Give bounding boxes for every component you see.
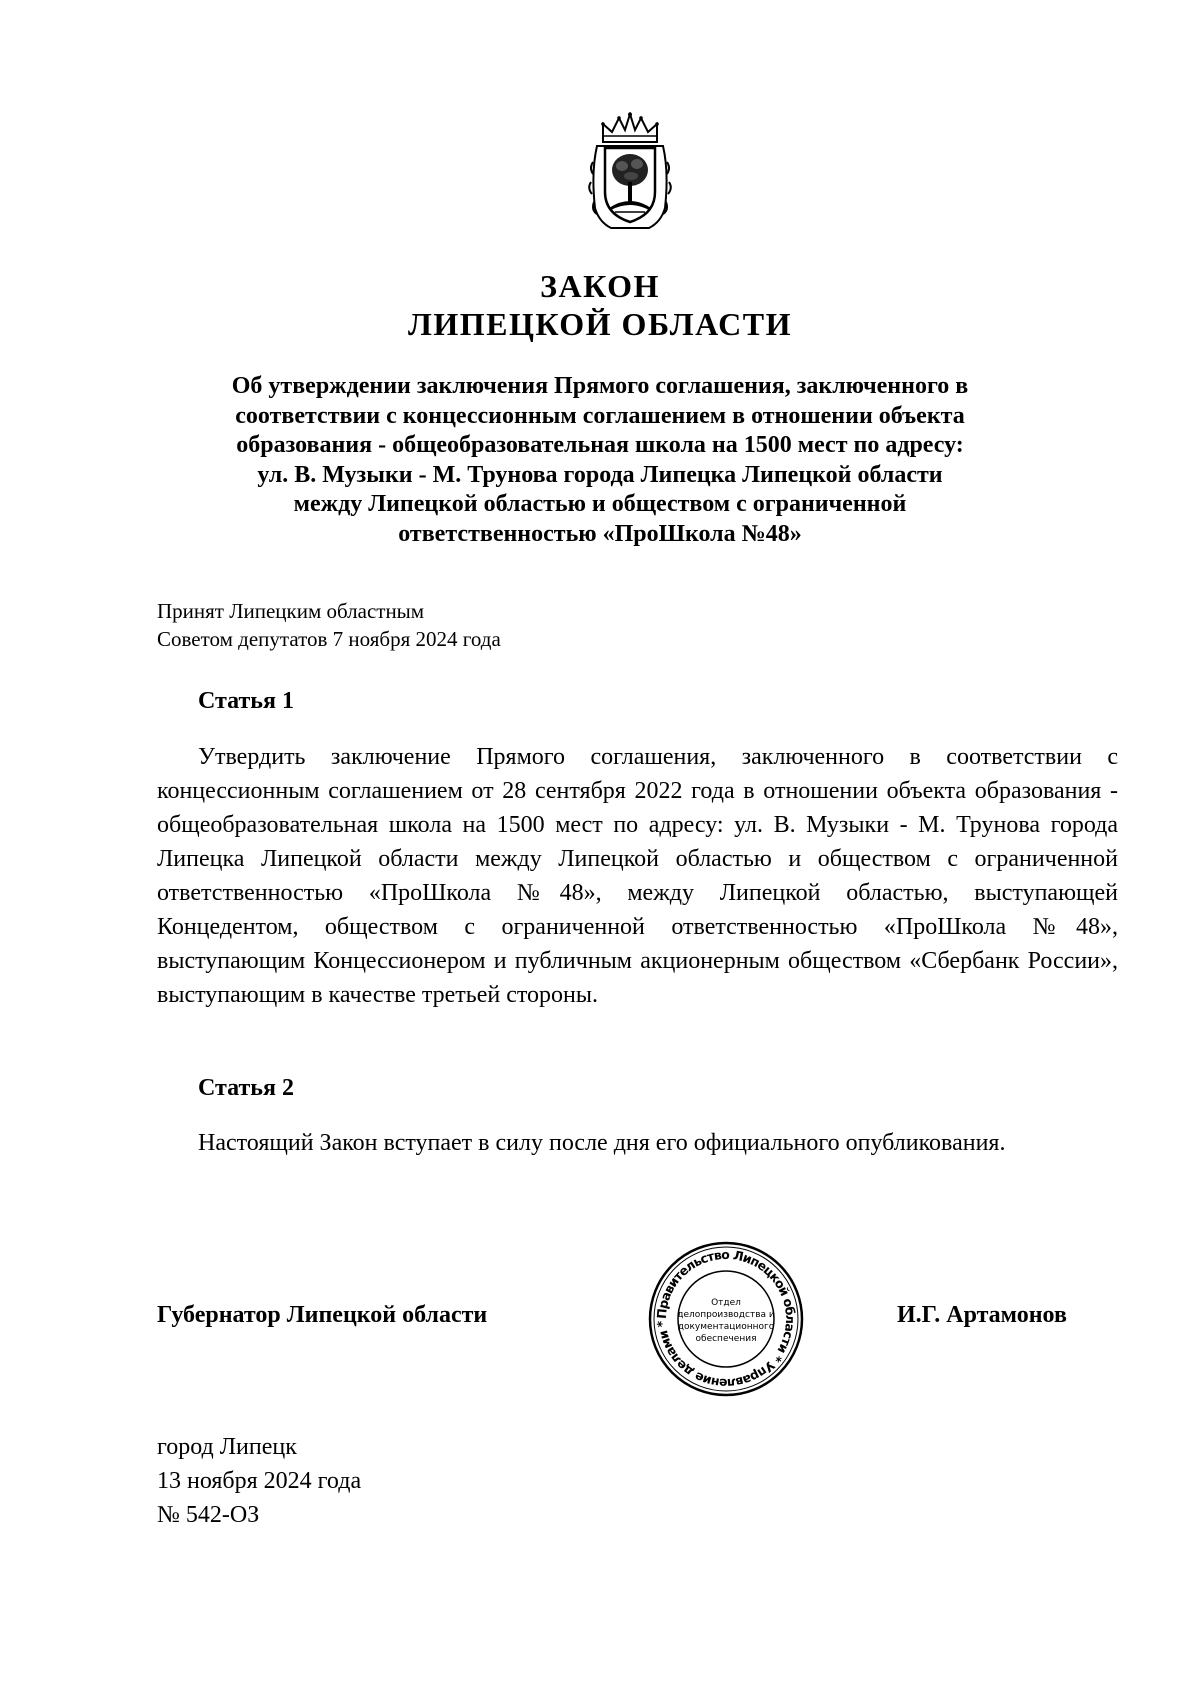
- region-title: ЛИПЕЦКОЙ ОБЛАСТИ: [408, 306, 792, 342]
- document-type-title: ЗАКОН: [540, 268, 660, 304]
- law-subject-line: ответственностью «ПроШкола №48»: [398, 520, 802, 547]
- signing-date: 13 ноября 2024 года: [157, 1468, 362, 1494]
- seal-center-line: Отдел: [711, 1298, 741, 1308]
- signatory-name: И.Г. Артамонов: [897, 1302, 1067, 1328]
- article-2-text: Настоящий Закон вступает в силу после дня его официального опубликования.: [198, 1130, 1006, 1156]
- adoption-note-line: Принят Липецким областным: [157, 599, 425, 623]
- article-2-heading: Статья 2: [198, 1075, 294, 1101]
- document-footer: [157, 1430, 361, 1532]
- law-subject-line: ул. В. Музыки - М. Трунова города Липецка Липецкой области: [257, 461, 943, 488]
- law-subject-line: Об утверждении заключения Прямого соглашения, заключенного в: [231, 373, 969, 399]
- seal-center-line: обеспечения: [695, 1334, 757, 1344]
- law-subject: [0, 372, 1200, 550]
- law-subject-line: между Липецкой областью и обществом с ограниченной: [293, 491, 907, 518]
- seal-center-line: делопроизводства и: [677, 1310, 775, 1320]
- law-subject-line: образования - общеобразовательная школа на 1500 мест по адресу:: [236, 432, 964, 459]
- law-subject-line: соответствии с концессионным соглашением в отношении объекта: [235, 402, 965, 429]
- article-1-heading: Статья 1: [198, 688, 294, 714]
- adoption-note: [157, 597, 501, 653]
- law-number: № 542-ОЗ: [157, 1502, 260, 1528]
- signing-city: город Липецк: [157, 1434, 297, 1460]
- article-1-text: Утвердить заключение Прямого соглашения, заключенного в соответствии с концессионным соглашением от 28 сентября 2022 года в отношении объекта образования - общеобразовательная школа на 1500 мест по адресу: ул. В. Музыки - М. Трунова города Липецка Липецкой области между Липецкой областью и обществом с ограниченной ответственностью «ПроШкола №48», между Липецкой областью, выступающей Концедентом, обществом с ограниченной ответственностью «ПроШкола №48», выступающим Концессионером и публичным акционерным обществом «Сбербанк России», выступающим в качестве третьей стороны.: [157, 744, 1118, 1008]
- seal-ring-text: Правительство Липецкой области * Управление делами *: [653, 1246, 799, 1392]
- signatory-position: Губернатор Липецкой области: [157, 1302, 488, 1328]
- coat-of-arms-icon: [587, 112, 673, 234]
- adoption-note-line: Советом депутатов 7 ноября 2024 года: [157, 627, 501, 651]
- official-seal-icon: [646, 1239, 806, 1399]
- seal-center-line: документационного: [677, 1322, 775, 1332]
